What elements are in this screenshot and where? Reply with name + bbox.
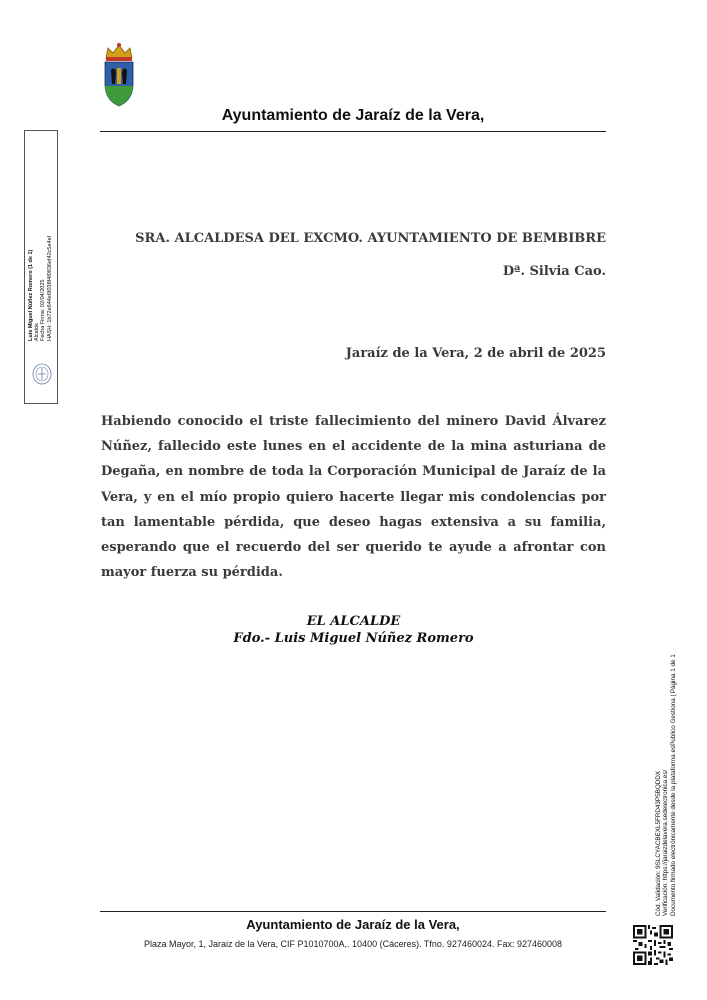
signature-role: Alcalde xyxy=(34,322,41,341)
footer-address: Plaza Mayor, 1, Jaraiz de la Vera, CIF P1010700A,. 10400 (Cáceres). Tfno. 927460024. Fax: 927460008 xyxy=(143,939,563,949)
signature-stamp-text xyxy=(28,236,53,341)
signer-title: EL ALCALDE xyxy=(306,614,401,629)
signature-block xyxy=(101,613,606,647)
footer-title: Ayuntamiento de Jaraíz de la Vera, xyxy=(246,917,460,932)
letter-body: Habiendo conocido el triste fallecimiento del minero David Álvarez Núñez, fallecido este lunes en el accidente de la mina asturiana de Degaña, en nombre de toda la Corporación Municipal de Jaraíz de la Vera, y en el mío propio quiero hacerte llegar mis condolencias por tan lamentable pérdida, que deseo hagas extensiva a su familia, esperando que el recuerdo del ser querido te ayude a afrontar con mayor fuerza su pérdida. xyxy=(101,414,606,581)
signer-name: Fdo.- Luis Miguel Núñez Romero xyxy=(233,631,474,646)
recipient-line: SRA. ALCALDESA DEL EXCMO. AYUNTAMIENTO DE BEMBIBRE xyxy=(135,231,606,246)
coat-of-arms-logo xyxy=(100,40,138,108)
header-title: Ayuntamiento de Jaraíz de la Vera, xyxy=(221,107,485,124)
platform-note: Documento firmado electrónicamente desde la plataforma esPublico Gestiona | Página 1 de 1 xyxy=(669,654,677,916)
signature-hash: HASH: 1b72e644e6f038f4f0836ef42c5e4ef xyxy=(46,235,53,341)
header-divider xyxy=(100,131,606,132)
validation-code: Cód. Validación: 9SLCYACBEXL5FRD43P5BQDDX xyxy=(655,770,662,916)
verification-url: Verificación: https://jaraizdelavera.sedelectronica.es/ xyxy=(662,769,670,916)
recipient-name: Dª. Silvia Cao. xyxy=(502,264,606,279)
date-line: Jaraíz de la Vera, 2 de abril de 2025 xyxy=(345,346,606,361)
footer-divider xyxy=(100,911,606,912)
signature-date: Fecha Firma: 02/04/2025 xyxy=(40,279,47,341)
qr-code xyxy=(633,925,673,965)
signature-seal-icon xyxy=(32,362,52,386)
signature-signer: Luis Miguel Núñez Romero (1 de 1) xyxy=(28,249,34,341)
